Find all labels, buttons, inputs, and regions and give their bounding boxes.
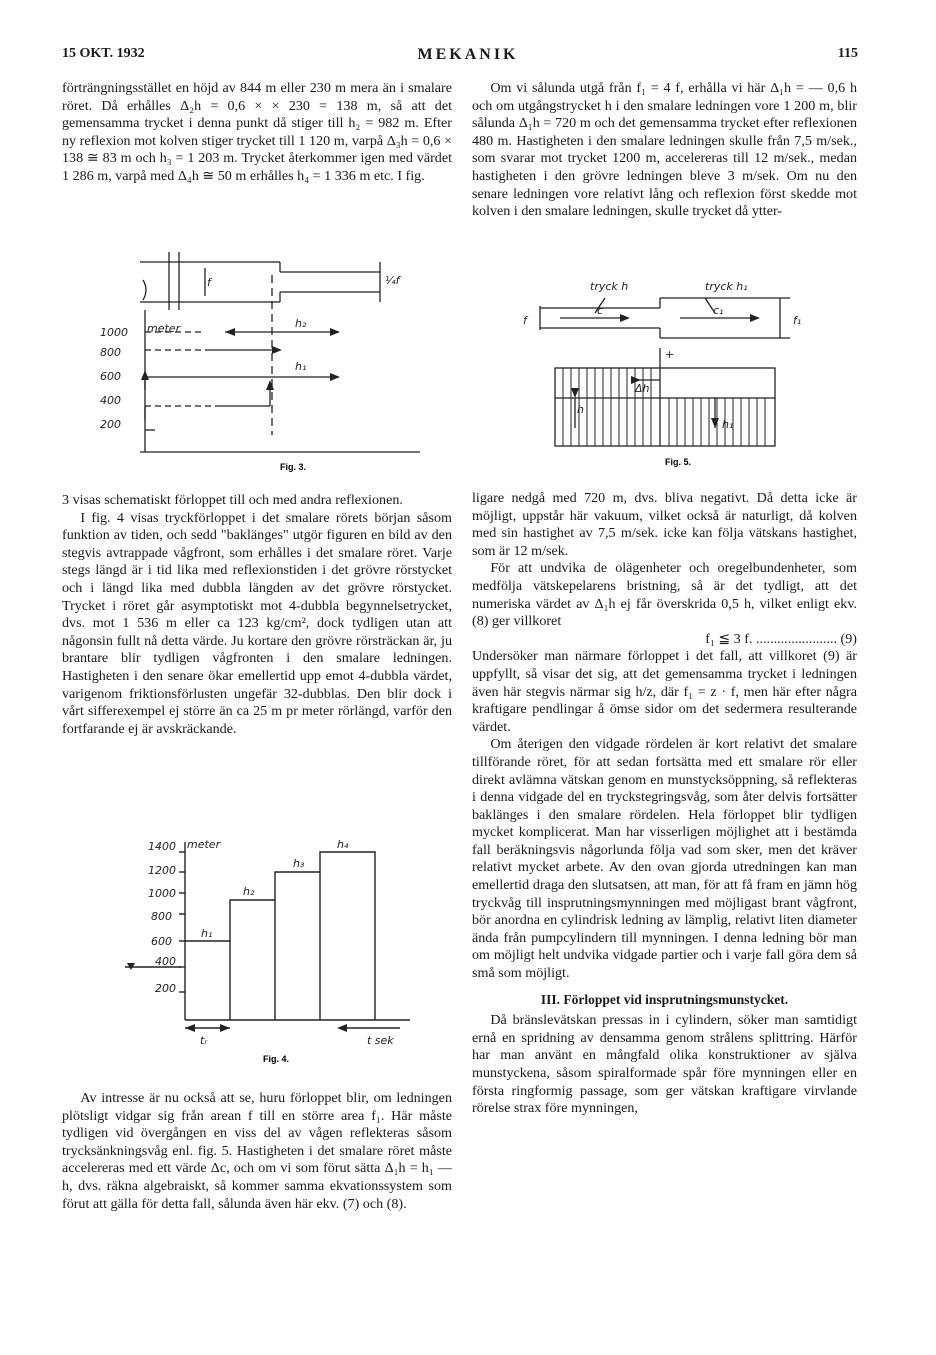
right-column-top (472, 80, 857, 221)
fig4-ytick-200: 200 (155, 982, 176, 995)
figure-5 (515, 268, 845, 473)
fig5-delta-h: Δh (635, 382, 650, 395)
fig5-f1-label: f₁ (793, 314, 802, 327)
left-column-top (62, 80, 452, 186)
fig3-unit: meter (147, 322, 181, 335)
fig4-ytick-400: 400 (155, 955, 176, 968)
left-column-middle (62, 492, 452, 738)
fig4-step-h1: h₁ (201, 927, 213, 940)
fig3-caption: Fig. 3. (280, 462, 307, 472)
figure-4-drawing (115, 832, 415, 1072)
fig5-f-label: f (523, 314, 527, 327)
right-paragraph-4: Undersöker man närmare förloppet i det fall, att villkoret (9) är uppfyllt, så visar det sig, att det gemensamma trycket i ledningen även här stegvis närmar sig h/z, där f₁ = z · f, men här efter några kraftigare pendlingar å ömse sidor om det sedermera resulterande värdet. (472, 648, 857, 735)
right-paragraph-1: Om vi sålunda utgå från f₁ = 4 f, erhålla vi här Δ₁h = — 0,6 h och om utgångstrycket h i den smalare ledningen vore 1 200 m, blir sålunda Δ₁h = 720 m och det gemensamma trycket efter reflexionen 480 m. Hastigheten i den smalare ledningen skulle från 7,5 m/sek., som svarar mot trycket 1200 m, accelereras till 12 m/sek., medan hastigheten i den grövre ledningen bleve 3 m/sek. Om nu den senare ledningen vore relativt lång och reflexion först skedde mot kolven i den smalare ledningen, skulle trycket då ytter- (472, 80, 857, 220)
fig4-unit: meter (187, 838, 221, 851)
left-paragraph-4: Av intresse är nu också att se, huru förloppet blir, om ledningen plötsligt vidgar sig från arean f till en större area f₁. Här måste tydligen vid övergången en viss del av vågen reflekteras såsom trycksänkningsvåg enl. fig. 5. Hastigheten i det smalare röret måste accelereras med ett värde Δc, och om vi som förut sätta Δ₁h = h₁ — h, dvs. räkna algebraiskt, så kommer samma ekvationssystem som förut att gälla för detta fall, sålunda även här ekv. (7) och (8). (62, 1090, 452, 1212)
fig5-tryck-h1: tryck h₁ (705, 280, 748, 293)
header-date: 15 OKT. 1932 (62, 46, 145, 61)
fig3-f-label: f (207, 276, 211, 289)
fig5-c-label: c (597, 304, 604, 317)
fig5-tryck-h: tryck h (590, 280, 629, 293)
left-paragraph-2: 3 visas schematiskt förloppet till och med andra reflexionen. (62, 492, 403, 508)
fig4-ytick-600: 600 (151, 935, 172, 948)
fig5-h-label: h (577, 403, 584, 416)
fig4-caption: Fig. 4. (263, 1054, 290, 1064)
fig3-h2-label: h₂ (295, 317, 307, 330)
fig3-ytick-800: 800 (100, 346, 121, 359)
fig3-ytick-600: 600 (100, 370, 121, 383)
right-paragraph-5: Om återigen den vidgade rördelen är kort relativt det smalare tillförande röret, för att sedan fortsätta med ett smalare rör eller direkt avlämna vätskan genom en munstycksöppning, så reflekteras i denna vidgade del en tryckstegringsvåg, som åter delvis fortsätter baklänges i den smalare rördelen. Hela förloppet blir tydligen mycket komplicerat. Man har visserligen möjlighet att i bestämda fall beräkningsvis någorlunda följa vad som sker, men det kräver relativt mycket arbete. Av den ovan gjorda utredningen kan man emellertid draga den slutsatsen, att man, för att få fram en jämn hög tryckvåg till insprutningsmynningen med möjligast brant vågfront, bör anordna en cylindrisk ledning av lämplig, relativt liten diameter ända från pumpcylindern till mynningen. I denna ledning bör man om möjligt helt undvika vidgade partier och i varje fall göra dem så små som möjligt. (472, 736, 857, 982)
figure-3-drawing (95, 240, 435, 475)
fig4-xlabel: t sek (367, 1034, 394, 1047)
fig4-step-h4: h₄ (337, 838, 349, 851)
left-paragraph-1: förträngningsstället en höjd av 844 m eller 230 m mera än i smalare röret. Då erhålles Δ₂h = 0,6 × × 230 = 138 m, så att det gemensamma trycket i denna punkt då stiger till h₂ = 982 m. Efter ny reflexion mot kolven stiger trycket till 1 120 m, varpå Δ₃h = 0,6 × 138 ≅ 83 m och h₃ = 1 203 m. Trycket återkommer igen med värdet 1 286 m, varpå med Δ₄h ≅ 50 m erhålles h₄ = 1 336 m etc. I fig. (62, 80, 452, 184)
section-heading-3: III. Förloppet vid insprutningsmunstycket. (540, 991, 789, 1007)
right-column-bottom (472, 490, 857, 1118)
fig3-ytick-1000: 1000 (100, 326, 128, 339)
right-paragraph-3: För att undvika de olägenheter och oregelbundenheter, som medfölja vätskepelarens bristning, så är det tydligt, att det numeriska värdet av Δ₁h ej får överskrida 0,5 h, vilket enligt ekv. (8) ger villkoret (472, 560, 857, 630)
left-paragraph-3: I fig. 4 visas tryckförloppet i det smalare rörets början såsom funktion av tiden, och sedd "baklänges" utgör figuren en bild av den stegvis avtrappade vågfront, som erhålles i det smalare röret. Varje stegs längd är i tid lika med reflexionstiden i det grövre rörstycket och i längd lika med dubbla längden av det grövre rörstycket. Trycket i röret går asymptotiskt mot 4-dubbla begynnelsetrycket, dvs. mot 1 536 m eller ca 123 kg/cm², dock tydligen utan att någonsin fullt nå detta värde. Ju kortare den grövre rörsträckan är, ju brantare blir tydligen vågfronten i den smalare ledningen. Hastigheten i den senare ökar emellertid upp emot 4-dubbla värdet, varigenom friktionsförlusten ungefär 32-dubblas. Den blir dock i vårt sifferexempel ej större än ca 25 m pr meter rörlängd, varför den fortfarande ej är avskräckande. (62, 509, 452, 737)
fig5-caption: Fig. 5. (665, 457, 692, 467)
figure-5-drawing (515, 268, 845, 473)
fig4-tr-label: tᵣ (200, 1034, 208, 1047)
fig4-ytick-1000: 1000 (148, 887, 176, 900)
right-equation-9: f₁ ≦ 3 f. ....................... (9) (705, 630, 857, 647)
right-paragraph-2: ligare nedgå med 720 m, dvs. bliva negativt. Då detta icke är möjligt, uppstår här vakuum, vilket också är naturligt, då kolven med sin hastighet av 7,5 m/sek. icke kan följa vätskans hastighet, som är 12 m/sek. (472, 490, 857, 559)
fig4-step-h3: h₃ (293, 857, 305, 870)
figure-4 (115, 832, 415, 1072)
fig4-step-h2: h₂ (243, 885, 255, 898)
fig5-plus: + (665, 348, 675, 361)
fig3-ytick-200: 200 (100, 418, 121, 431)
fig3-quarter-f-label: ¼f (385, 274, 400, 287)
figure-3 (95, 240, 435, 475)
fig4-ytick-1400: 1400 (148, 840, 176, 853)
fig4-ytick-1200: 1200 (148, 864, 176, 877)
header-page-number: 115 (837, 46, 858, 61)
right-paragraph-6: Då bränslevätskan pressas in i cylindern, söker man samtidigt ernå en spridning av densamma genom strålens splittring. Härför har man använt en mångfald olika konstruktioner av själva munstyckena, såsom spiralformade spår före mynningen eller en första ringformig passage, som ger vätskan kraftigare virvlande rörelse strax före mynningen, (472, 1012, 857, 1117)
fig5-hatching (563, 368, 765, 446)
fig5-c1-label: c₁ (713, 304, 724, 317)
left-column-bottom (62, 1090, 452, 1213)
fig3-ytick-400: 400 (100, 394, 121, 407)
fig5-h1-label: h₁ (722, 418, 734, 431)
header-journal: MEKANIK (417, 46, 519, 63)
fig4-ytick-800: 800 (151, 910, 172, 923)
fig3-h1-label: h₁ (295, 360, 307, 373)
